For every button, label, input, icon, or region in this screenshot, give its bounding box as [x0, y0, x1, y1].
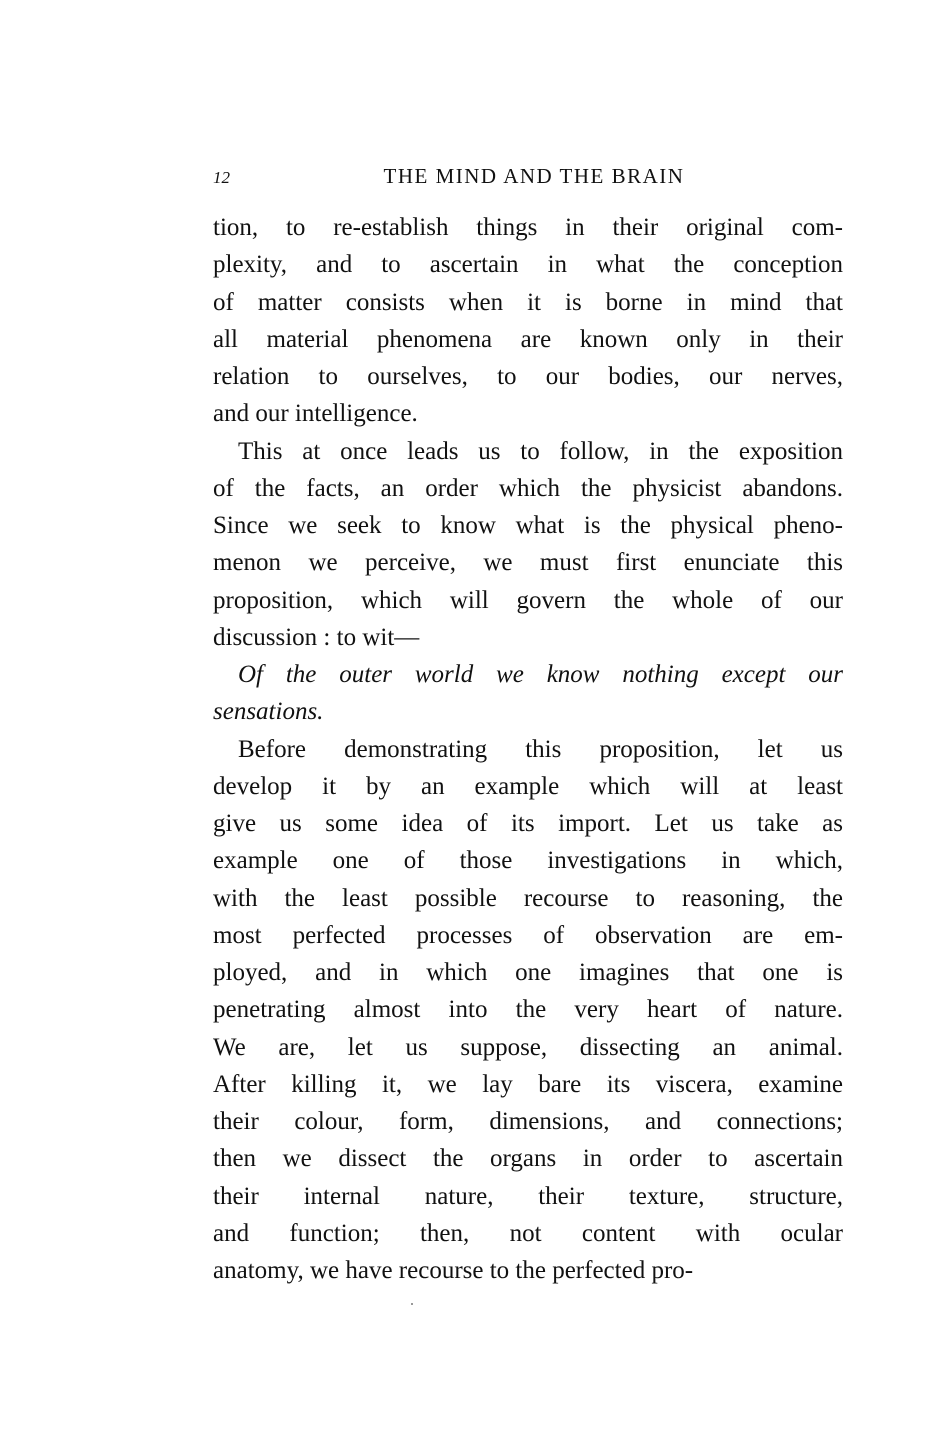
text-line: anatomy, we have recourse to the perfected pro- [213, 1257, 694, 1284]
text-line: develop it by an example which will at least [213, 772, 843, 800]
text-line: penetrating almost into the very heart of nature. [213, 996, 843, 1024]
page-number: 12 [213, 168, 230, 187]
text-line: menon we perceive, we must first enunciate this [213, 549, 843, 577]
running-title: THE MIND AND THE BRAIN [383, 164, 685, 188]
text-line: plexity, and to ascertain in what the conception [213, 251, 843, 279]
page-header [213, 164, 843, 196]
text-line: This at once leads us to follow, in the exposition [238, 437, 843, 465]
text-line: of matter consists when it is borne in mind that [213, 288, 843, 316]
text-line: most perfected processes of observation are em- [213, 921, 843, 949]
text-line: and our intelligence. [213, 400, 418, 428]
text-line: and function; then, not content with ocular [213, 1219, 843, 1247]
text-line: discussion : to wit— [213, 623, 420, 651]
paragraph [213, 731, 843, 1290]
text-line: their colour, form, dimensions, and connections; [213, 1108, 843, 1135]
text-line: give us some idea of its import. Let us take as [213, 810, 843, 837]
paragraph [213, 656, 843, 731]
ink-speck [411, 1303, 413, 1305]
text-line: After killing it, we lay bare its viscera, examine [213, 1070, 843, 1098]
text-line: example one of those investigations in which, [213, 847, 843, 875]
text-line: Before demonstrating this proposition, let us [238, 735, 843, 763]
text-line: all material phenomena are known only in their [213, 325, 843, 353]
text-line: relation to ourselves, to our bodies, our nerves, [213, 363, 843, 390]
text-line: Since we seek to know what is the physical pheno- [213, 512, 843, 539]
text-line: tion, to re-establish things in their original com- [213, 214, 843, 241]
text-line: their internal nature, their texture, structure, [213, 1182, 843, 1210]
paragraph [213, 209, 843, 433]
paragraph [213, 433, 843, 657]
text-line: ployed, and in which one imagines that one is [213, 959, 843, 986]
text-line: sensations. [213, 698, 324, 726]
text-line: Of the outer world we know nothing except our [238, 661, 843, 688]
page-body [213, 209, 843, 1289]
text-line: with the least possible recourse to reasoning, the [213, 884, 843, 912]
text-line: then we dissect the organs in order to ascertain [213, 1145, 843, 1173]
text-line: We are, let us suppose, dissecting an animal. [213, 1033, 843, 1061]
text-line: of the facts, an order which the physicist abandons. [213, 474, 843, 502]
text-line: proposition, which will govern the whole of our [213, 586, 843, 614]
